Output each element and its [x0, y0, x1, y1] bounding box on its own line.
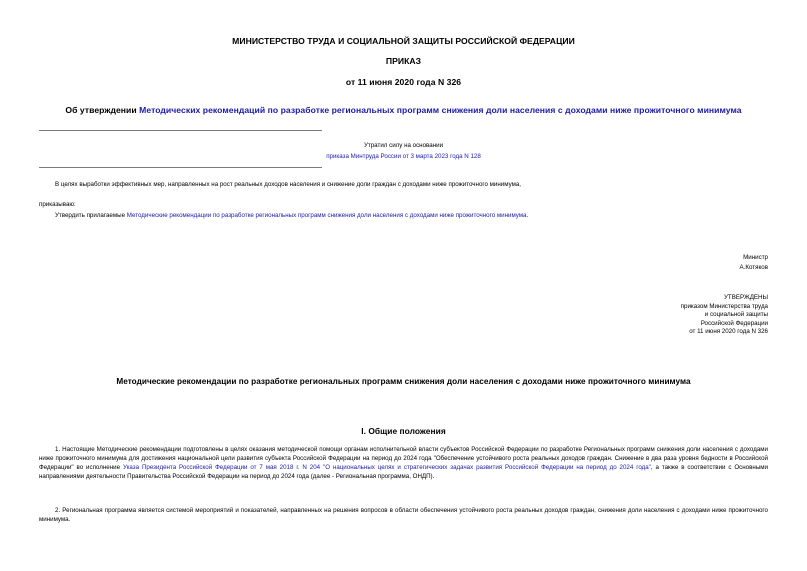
section-1-paragraph-1 [39, 446, 768, 482]
approved-line-1: приказом Министерства труда [680, 302, 768, 310]
divider-top [39, 130, 322, 131]
doc-type-heading: ПРИКАЗ [385, 56, 422, 66]
ministry-heading: МИНИСТЕРСТВО ТРУДА И СОЦИАЛЬНОЙ ЗАЩИТЫ РОССИЙСКОЙ ФЕДЕРАЦИИ [232, 36, 575, 46]
approve-link[interactable]: Методические рекомендации по разработке региональных программ снижения доли населения с доходами ниже прожиточного минимума [126, 212, 527, 219]
approve-prefix: Утвердить прилагаемые [55, 212, 126, 219]
doc-title-prefix: Об утверждении [65, 105, 137, 115]
approved-line-4: от 11 июня 2020 года N 326 [689, 328, 768, 336]
doc-title [0, 105, 807, 115]
approved-title: УТВЕРЖДЕНЫ [724, 294, 768, 301]
lost-force-notice [322, 142, 485, 161]
signature-block [740, 254, 768, 272]
approved-line-2: и социальной защиты [704, 311, 768, 319]
preamble-text: В целях выработки эффективных мер, направленных на рост реальных доходов населения и снижение доли граждан с доходами ниже прожиточного минимума, [55, 181, 522, 188]
signature-position: Министр [743, 254, 768, 261]
p1-text-b: , а также в соответствии с Основными направлениями деятельности Правительства Российской Федерации на период до 2024 года (далее - Региональная программа, ОНДП). [39, 463, 768, 480]
p1-decree-link[interactable]: Указа Президента Российской Федерации от 7 мая 2018 г. N 204 "О национальных целях и стратегических задачах развития Российской Федерации на период до 2024 года" [122, 463, 651, 471]
order-word: приказываю: [39, 201, 76, 208]
divider-bottom [39, 167, 322, 168]
approve-suffix: . [526, 212, 529, 219]
approved-line-3: Российской Федерации [700, 319, 768, 327]
doc-title-link[interactable]: Методических рекомендаций по разработке региональных программ снижения доли населения с доходами ниже прожиточного минимума [139, 105, 742, 115]
doc-date-number: от 11 июня 2020 года N 326 [345, 77, 462, 87]
p1-text-a: 1. Настоящие Методические рекомендации подготовлены в целях оказания методической помощи органам исполнительной власти субъектов Российской Федерации по разработке Региональных программ снижения доли населения с доходами ниже прожиточного минимума для достижения национальной цели развития субъекта Российской Федерации на период до 2024 года "Обеспечение устойчивого роста реальных доходов граждан. Снижение в два раза уровня бедности в Российской Федерации" во исполнение [39, 446, 768, 471]
approved-block [681, 294, 768, 337]
section-1-paragraph-2: 2. Региональная программа является системой мероприятий и показателей, направленных на решения вопросов в области обеспечения устойчивого роста реальных доходов граждан, снижения доли населения с доходами ниже прожиточного минимума. [39, 507, 768, 523]
signature-name: А.Котяков [739, 263, 768, 271]
approve-paragraph [55, 212, 795, 221]
recommendations-title: Методические рекомендации по разработке региональных программ снижения доли населения с доходами ниже прожиточного минимума [116, 377, 691, 386]
section-1-title: I. Общие положения [361, 426, 446, 436]
lost-force-text: Утратил силу на основании [363, 142, 444, 149]
lost-force-link[interactable]: приказа Минтруда России от 3 марта 2023 года N 128 [326, 152, 481, 160]
